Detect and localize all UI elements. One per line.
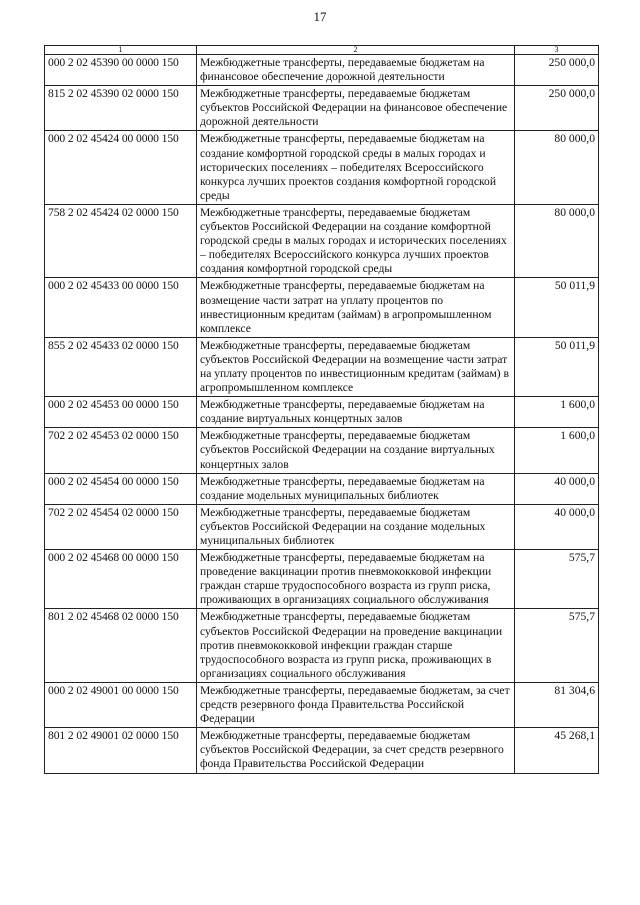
page-number: 17 xyxy=(313,9,327,24)
table-row xyxy=(45,86,599,131)
cell-name: Межбюджетные трансферты, передаваемые бюджетам субъектов Российской Федерации, за счет средств резервного фонда Правительства Российской Федерации xyxy=(197,728,515,773)
cell-name: Межбюджетные трансферты, передаваемые бюджетам субъектов Российской Федерации на возмещение части затрат на уплату процентов по инвестиционным кредитам (займам) в агропромышленном комплексе xyxy=(197,337,515,396)
cell-code: 000 2 02 45424 00 0000 150 xyxy=(45,131,197,204)
table-header-row xyxy=(45,46,599,55)
cell-code: 815 2 02 45390 02 0000 150 xyxy=(45,86,197,131)
table-row xyxy=(45,550,599,609)
table-row xyxy=(45,728,599,773)
cell-name: Межбюджетные трансферты, передаваемые бюджетам субъектов Российской Федерации на создание модельных муниципальных библиотек xyxy=(197,504,515,549)
cell-name: Межбюджетные трансферты, передаваемые бюджетам на финансовое обеспечение дорожной деятельности xyxy=(197,55,515,86)
cell-name: Межбюджетные трансферты, передаваемые бюджетам на создание комфортной городской среды в малых городах и исторических поселениях – победителях Всероссийского конкурса лучших проектов создания комфортной городской среды xyxy=(197,131,515,204)
cell-name: Межбюджетные трансферты, передаваемые бюджетам субъектов Российской Федерации на создание виртуальных концертных залов xyxy=(197,428,515,473)
cell-amount: 40 000,0 xyxy=(515,504,599,549)
table-body xyxy=(45,55,599,774)
table-row xyxy=(45,473,599,504)
cell-amount: 81 304,6 xyxy=(515,682,599,727)
cell-amount: 250 000,0 xyxy=(515,86,599,131)
cell-code: 000 2 02 45390 00 0000 150 xyxy=(45,55,197,86)
cell-name: Межбюджетные трансферты, передаваемые бюджетам, за счет средств резервного фонда Правительства Российской Федерации xyxy=(197,682,515,727)
cell-name: Межбюджетные трансферты, передаваемые бюджетам субъектов Российской Федерации на финансовое обеспечение дорожной деятельности xyxy=(197,86,515,131)
column-header-code: 1 xyxy=(45,46,197,55)
cell-amount: 40 000,0 xyxy=(515,473,599,504)
table-row xyxy=(45,397,599,428)
cell-amount: 575,7 xyxy=(515,609,599,682)
budget-revenue-table xyxy=(44,45,599,774)
column-header-name: 2 xyxy=(197,46,515,55)
cell-code: 000 2 02 45468 00 0000 150 xyxy=(45,550,197,609)
cell-code: 000 2 02 49001 00 0000 150 xyxy=(45,682,197,727)
cell-amount: 1 600,0 xyxy=(515,397,599,428)
cell-amount: 45 268,1 xyxy=(515,728,599,773)
cell-code: 855 2 02 45433 02 0000 150 xyxy=(45,337,197,396)
table-row xyxy=(45,278,599,337)
table-row xyxy=(45,204,599,277)
cell-code: 000 2 02 45454 00 0000 150 xyxy=(45,473,197,504)
column-header-amount: 3 xyxy=(515,46,599,55)
cell-code: 801 2 02 49001 02 0000 150 xyxy=(45,728,197,773)
cell-code: 758 2 02 45424 02 0000 150 xyxy=(45,204,197,277)
cell-name: Межбюджетные трансферты, передаваемые бюджетам на возмещение части затрат на уплату процентов по инвестиционным кредитам (займам) в агропромышленном комплексе xyxy=(197,278,515,337)
table-row xyxy=(45,682,599,727)
cell-name: Межбюджетные трансферты, передаваемые бюджетам субъектов Российской Федерации на проведение вакцинации против пневмококковой инфекции граждан старше трудоспособного возраста из групп риска, проживающих в организациях социального обслуживания xyxy=(197,609,515,682)
cell-name: Межбюджетные трансферты, передаваемые бюджетам на создание модельных муниципальных библиотек xyxy=(197,473,515,504)
table-row xyxy=(45,337,599,396)
cell-code: 801 2 02 45468 02 0000 150 xyxy=(45,609,197,682)
cell-code: 702 2 02 45454 02 0000 150 xyxy=(45,504,197,549)
cell-amount: 80 000,0 xyxy=(515,131,599,204)
cell-code: 000 2 02 45453 00 0000 150 xyxy=(45,397,197,428)
table-row xyxy=(45,504,599,549)
cell-name: Межбюджетные трансферты, передаваемые бюджетам на проведение вакцинации против пневмококковой инфекции граждан старше трудоспособного возраста из групп риска, проживающих в организациях социального обслуживания xyxy=(197,550,515,609)
cell-amount: 50 011,9 xyxy=(515,278,599,337)
cell-code: 702 2 02 45453 02 0000 150 xyxy=(45,428,197,473)
cell-name: Межбюджетные трансферты, передаваемые бюджетам на создание виртуальных концертных залов xyxy=(197,397,515,428)
cell-amount: 1 600,0 xyxy=(515,428,599,473)
cell-amount: 80 000,0 xyxy=(515,204,599,277)
cell-name: Межбюджетные трансферты, передаваемые бюджетам субъектов Российской Федерации на создание комфортной городской среды в малых городах и исторических поселениях – победителях Всероссийского конкурса лучших проектов создания комфортной городской среды xyxy=(197,204,515,277)
table-row xyxy=(45,131,599,204)
table-row xyxy=(45,55,599,86)
cell-code: 000 2 02 45433 00 0000 150 xyxy=(45,278,197,337)
cell-amount: 250 000,0 xyxy=(515,55,599,86)
cell-amount: 50 011,9 xyxy=(515,337,599,396)
cell-amount: 575,7 xyxy=(515,550,599,609)
table-row xyxy=(45,609,599,682)
table-row xyxy=(45,428,599,473)
